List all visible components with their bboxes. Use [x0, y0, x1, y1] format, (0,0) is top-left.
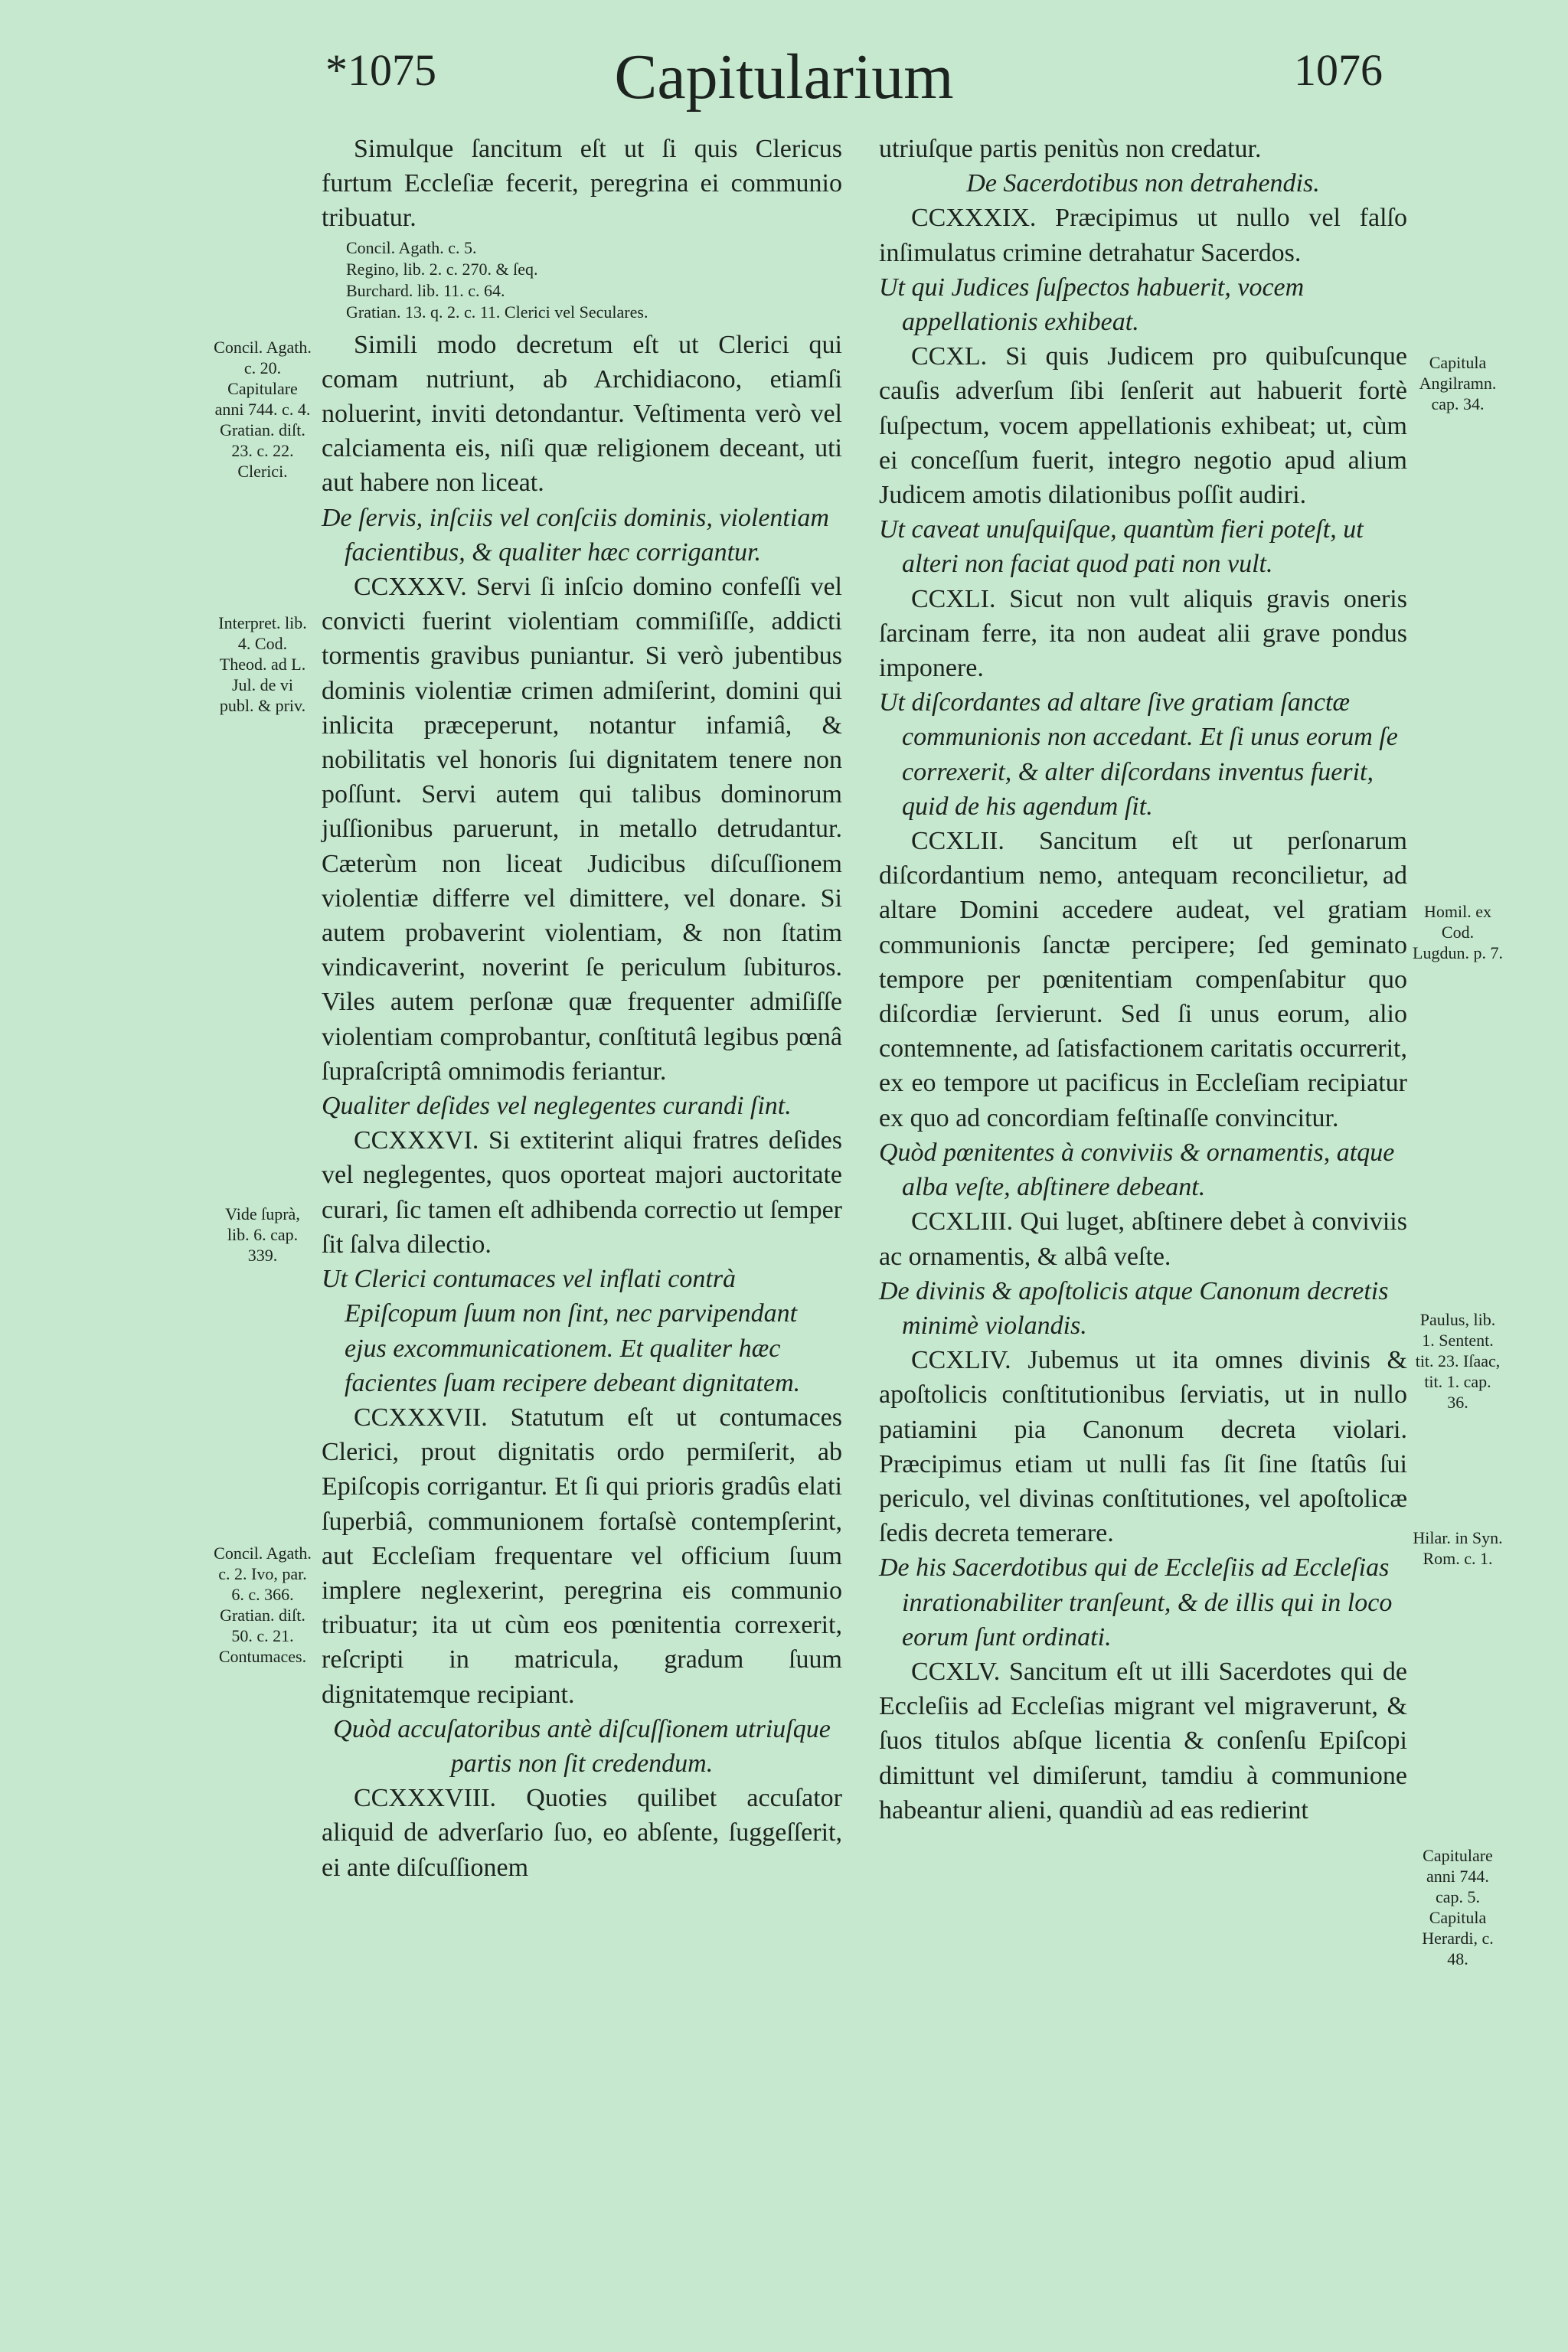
margin-note-left: Concil. Agath. c. 2. Ivo, par. 6. c. 366. Gratian. diſt. 50. c. 21. Contumaces.: [214, 1544, 312, 1666]
margin-note-left: Vide ſuprà, lib. 6. cap. 339.: [225, 1204, 300, 1265]
margin-note-right: Hilar. in Syn. Rom. c. 1.: [1413, 1528, 1503, 1568]
section-heading: Ut Clerici contumaces vel inflati contrà Epiſcopum ſuum non ſint, nec parvipendant ejus excommunicationem. Et qualiter hæc facientes ſuam recipere debeant dignitatem.: [322, 1265, 801, 1397]
section-heading: De ſervis, inſciis vel conſciis dominis, violentiam facientibus, & qualiter hæc corrigantur.: [322, 503, 829, 567]
section-heading: Qualiter deſides vel neglegentes curandi ſint.: [322, 1092, 792, 1121]
margin-note-left: Concil. Agath. c. 20. Capitulare anni 744. c. 4. Gratian. diſt. 23. c. 22. Clerici.: [214, 338, 312, 481]
text-paragraph: CCXXXV. Servi ſi inſcio domino confeſſi vel convicti fuerint violentiam commiſiſſe, addicti tormentis gravibus puniantur. Si verò jubentibus dominis violentiæ crimen admiſerint, domini qui inlicita præceperunt, notantur infamiâ, & nobilitatis vel honoris ſui dignitatem tenere non poſſunt. Servi autem qui talibus dominorum juſſionibus paruerunt, in metallo detrudantur. Cæterùm non liceat Judicibus diſcuſſionem violentiæ differre vel dimittere, vel donare. Si autem probaverint violentiam, & non ſtatim vindicaverint, noverint ſe periculum ſubituros. Viles autem perſonæ quæ frequenter admiſiſſe violentiam comprobantur, conſtitutâ legibus pœnâ ſupraſcriptâ omnimodis feriantur.: [322, 573, 842, 1086]
page-number-right: 1076: [1294, 45, 1383, 95]
text-paragraph: Simili modo decretum eſt ut Clerici qui comam nutriunt, ab Archidiacono, etiamſi noluerint, inviti detondantur. Veſtimenta verò vel calciamenta eis, niſi quæ religionem deceant, uti aut habere non liceat.: [322, 330, 842, 498]
citation-line: Burchard. lib. 11. c. 64.: [346, 280, 505, 300]
section-heading: Quòd pœnitentes à conviviis & ornamentis, atque alba veſte, abſtinere debeant.: [879, 1138, 1395, 1202]
text-paragraph: CCXXXVII. Statutum eſt ut contumaces Clerici, prout dignitatis ordo permiſerit, ab Epiſcopis corrigantur. Et ſi qui prioris gradûs elati ſuperbiâ, communionem fortaſsè contempſerint, aut Eccleſiam frequentare vel officium ſuum implere neglexerint, peregrina eis communio tribuatur; ita ut cùm eos pœnitentia correxerit, reſcripti in matricula, gradum ſuum dignitatemque recipiant.: [322, 1403, 842, 1709]
text-paragraph: CCXLI. Sicut non vult aliquis gravis oneris ſarcinam ferre, ita non audeat alii grave pondus imponere.: [879, 584, 1407, 683]
citation-line: Regino, lib. 2. c. 270. & ſeq.: [346, 259, 538, 279]
text-paragraph: CCXXXVIII. Quoties quilibet accuſator aliquid de adverſario ſuo, eo abſente, ſuggeſſerit, ei ante diſcuſſionem: [322, 1784, 842, 1882]
section-heading: Ut diſcordantes ad altare ſive gratiam ſanctæ communionis non accedant. Et ſi unus eorum ſe correxerit, & alter diſcordans inventus fuerit, quid de his agendum ſit.: [879, 688, 1398, 821]
text-paragraph: Simulque ſancitum eſt ut ſi quis Clericus furtum Eccleſiæ fecerit, peregrina ei communio tribuatur.: [322, 135, 842, 233]
margin-note-right: Homil. ex Cod. Lugdun. p. 7.: [1413, 902, 1503, 962]
section-heading: Ut qui Judices ſuſpectos habuerit, vocem appellationis exhibeat.: [879, 273, 1305, 337]
section-heading: De Sacerdotibus non detrahendis.: [966, 169, 1320, 198]
text-paragraph: CCXLV. Sancitum eſt ut illi Sacerdotes qui de Eccleſiis ad Eccleſias migrant vel migraverunt, & ſuos titulos abſque licentia & conſenſu Epiſcopi dimittunt vel dimiſerunt, tamdiu à communione habeantur alieni, quandiù ad eas redierint: [879, 1657, 1407, 1824]
margin-note-left: Interpret. lib. 4. Cod. Theod. ad L. Jul. de vi publ. & priv.: [218, 613, 307, 715]
running-title: Capitularium: [614, 41, 954, 113]
margin-note-right: Capitulare anni 744. cap. 5. Capitula Herardi, c. 48.: [1422, 1846, 1494, 1968]
section-heading: De divinis & apoſtolicis atque Canonum decretis minimè violandis.: [879, 1276, 1389, 1340]
text-paragraph: CCXL. Si quis Judicem pro quibuſcunque cauſis adverſum ſibi ſenſerit aut habuerit fortè ſuſpectum, vocem appellationis exhibeat; ut, cùm ei conceſſum fuerit, integro negotio apud alium Judicem amotis dilationibus poſſit audiri.: [879, 342, 1407, 510]
citation-line: Concil. Agath. c. 5.: [346, 237, 477, 257]
section-heading: De his Sacerdotibus qui de Eccleſiis ad Eccleſias inrationabiliter tranſeunt, & de illis qui in loco eorum ſunt ordinati.: [879, 1553, 1393, 1651]
page-number-left: *1075: [325, 45, 436, 95]
text-paragraph: utriuſque partis penitùs non credatur.: [879, 135, 1262, 163]
citation-block: [346, 237, 842, 323]
margin-note-right: Paulus, lib. 1. Sentent. tit. 23. Iſaac, tit. 1. cap. 36.: [1415, 1310, 1501, 1412]
text-paragraph: CCXXXIX. Præcipimus ut nullo vel falſo inſimulatus crimine detrahatur Sacerdos.: [879, 204, 1407, 267]
left-text-column: [322, 132, 842, 1885]
text-paragraph: CCXLIII. Qui luget, abſtinere debet à conviviis ac ornamentis, & albâ veſte.: [879, 1207, 1407, 1271]
margin-note-right: Capitula Angilramn. cap. 34.: [1419, 353, 1497, 413]
section-heading: Quòd accuſatoribus antè diſcuſſionem utriuſque partis non ſit credendum.: [333, 1714, 831, 1778]
citation-line: Gratian. 13. q. 2. c. 11. Clerici vel Seculares.: [346, 302, 648, 322]
section-heading: Ut caveat unuſquiſque, quantùm fieri poteſt, ut alteri non faciat quod pati non vult.: [879, 515, 1364, 579]
text-paragraph: CCXXXVI. Si extiterint aliqui fratres deſides vel neglegentes, quos oporteat majori auctoritate curari, ſic tamen eſt adhibenda correctio ut ſemper ſit ſalva dilectio.: [322, 1126, 842, 1259]
right-text-column: [879, 132, 1407, 1828]
text-paragraph: CCXLIV. Jubemus ut ita omnes divinis & apoſtolicis conſtitutionibus ſerviatis, ut in nullo patiamini pia Canonum decreta violari. Præcipimus etiam ut nulli fas ſit ſine ſtatûs ſui periculo, vel divinas conſtitutiones, vel apoſtolicæ ſedis decreta temerare.: [879, 1346, 1407, 1548]
text-paragraph: CCXLII. Sancitum eſt ut perſonarum diſcordantium nemo, antequam reconcilietur, ad altare Domini accedere audeat, vel gratiam communionis ſanctæ percipere; ſed geminato tempore per pœnitentiam compenſabitur quo diſcordiæ ſervierunt. Sed ſi unus eorum, alio contemnente, ad ſatisfactionem caritatis occurrerit, ex eo tempore ut pacificus in Eccleſiam recipiatur ex quo ad concordiam feſtinaſſe convincitur.: [879, 827, 1407, 1132]
